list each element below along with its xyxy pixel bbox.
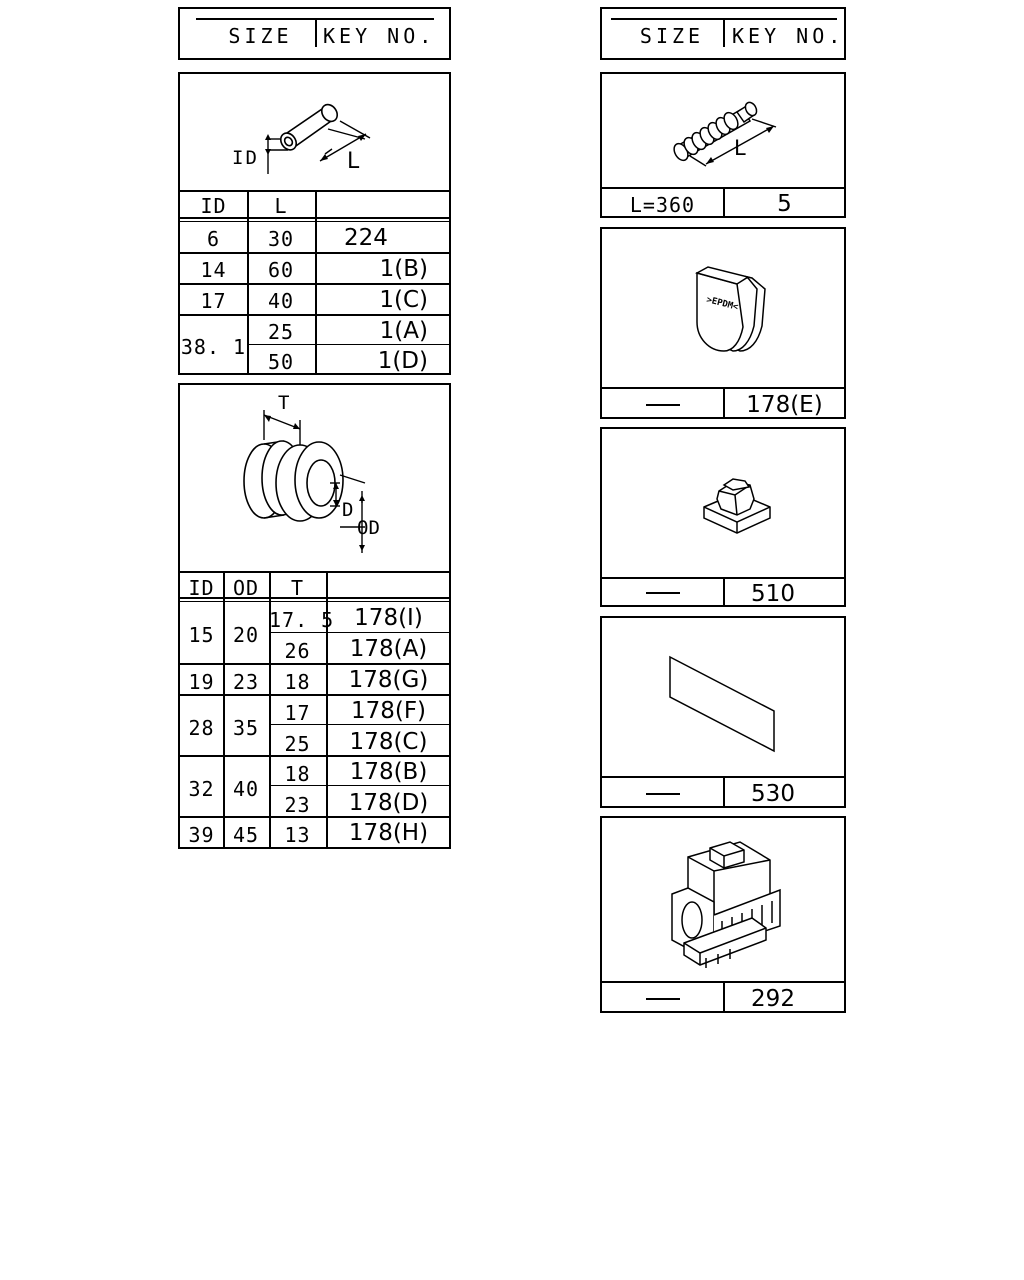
connector-block-diagram bbox=[602, 818, 846, 981]
tube-col-l: L bbox=[274, 194, 288, 218]
corrugated-tube-diagram bbox=[602, 74, 846, 187]
tube-row-1-l: 30 bbox=[267, 227, 295, 251]
tube-block bbox=[178, 72, 451, 375]
corrugated-l-label: L bbox=[734, 136, 746, 160]
grommet-row-8-od: 45 bbox=[232, 823, 260, 847]
right-header-box bbox=[600, 7, 846, 60]
grommet-row-4-t: 17 bbox=[284, 701, 311, 725]
clip-panel bbox=[600, 427, 846, 607]
grommet-row-6-key: 178(B) bbox=[349, 759, 428, 785]
clip-size-dash bbox=[646, 592, 680, 594]
grommet-row-6-od: 40 bbox=[232, 777, 260, 801]
tube-diagram bbox=[180, 74, 451, 191]
tube-col-id: ID bbox=[200, 194, 227, 218]
tube-id-label: ID bbox=[232, 147, 259, 169]
left-header-box bbox=[178, 7, 451, 60]
grommet-row-6-id: 32 bbox=[188, 777, 215, 801]
grommet-row-3-key: 178(G) bbox=[348, 667, 429, 693]
grommet-row-1-id: 15 bbox=[188, 623, 215, 647]
left-size-header: SIZE bbox=[228, 24, 293, 48]
right-size-header: SIZE bbox=[639, 24, 705, 48]
connector-key: 292 bbox=[751, 986, 795, 1012]
grommet-row-1-od: 20 bbox=[232, 623, 260, 647]
grommet-row-6-t: 18 bbox=[284, 762, 311, 786]
grommet-row-4-key: 178(F) bbox=[350, 698, 427, 724]
grommet-row-3-id: 19 bbox=[188, 670, 215, 694]
grommet-row-8-id: 39 bbox=[188, 823, 215, 847]
tube-row-2-key: 1(B) bbox=[379, 256, 428, 282]
grommet-row-5-key: 178(C) bbox=[349, 729, 428, 755]
grommet-col-od: OD bbox=[232, 576, 260, 600]
tube-row-1-key: 224 bbox=[344, 225, 388, 251]
grommet-row-8-key: 178(H) bbox=[348, 820, 429, 846]
left-key-header: KEY NO. bbox=[323, 24, 436, 48]
tube-row-2-id: 14 bbox=[200, 258, 227, 282]
tube-row-5-key: 1(D) bbox=[377, 348, 428, 374]
grommet-row-8-t: 13 bbox=[284, 823, 311, 847]
connector-block-panel bbox=[600, 816, 846, 1013]
grommet-row-2-t: 26 bbox=[284, 639, 311, 663]
grommet-row-7-key: 178(D) bbox=[348, 790, 429, 816]
grommet-row-4-od: 35 bbox=[232, 716, 260, 740]
grommet-row-5-t: 25 bbox=[284, 732, 311, 756]
tube-row-4-key: 1(A) bbox=[379, 318, 428, 344]
epdm-label: >EPDM< bbox=[705, 295, 740, 313]
tube-length-label: L bbox=[347, 149, 360, 174]
grommet-row-1-t: 17. 5 bbox=[269, 608, 335, 632]
tube-row-3-l: 40 bbox=[267, 289, 295, 313]
corrugated-key: 5 bbox=[777, 191, 792, 217]
epdm-cap-panel bbox=[600, 227, 846, 419]
grommet-t-label: T bbox=[278, 392, 290, 414]
corrugated-size: L=360 bbox=[629, 193, 696, 217]
tube-row-3-id: 17 bbox=[200, 289, 227, 313]
grommet-row-1-key: 178(I) bbox=[354, 605, 423, 631]
grommet-d-label: D bbox=[342, 499, 354, 521]
grommet-row-4-id: 28 bbox=[188, 716, 215, 740]
tape-strip-diagram bbox=[602, 618, 846, 776]
connector-size-dash bbox=[646, 998, 680, 1000]
grommet-row-3-od: 23 bbox=[232, 670, 260, 694]
epdm-cap-diagram bbox=[602, 229, 846, 387]
clip-key: 510 bbox=[751, 581, 795, 607]
grommet-row-7-t: 23 bbox=[284, 793, 311, 817]
epdm-key: 178(E) bbox=[746, 392, 823, 418]
right-key-header: KEY NO. bbox=[732, 24, 845, 48]
epdm-size-dash bbox=[646, 404, 680, 406]
corrugated-tube-panel bbox=[600, 72, 846, 218]
clip-diagram bbox=[602, 429, 846, 577]
grommet-row-3-t: 18 bbox=[284, 670, 311, 694]
tube-row-4-l: 25 bbox=[267, 320, 295, 344]
tube-row-3-key: 1(C) bbox=[379, 287, 428, 313]
tube-row-4-id: 38. 1 bbox=[180, 335, 247, 359]
tube-row-1-id: 6 bbox=[206, 227, 221, 251]
grommet-block bbox=[178, 383, 451, 849]
tape-key: 530 bbox=[751, 781, 795, 807]
tape-size-dash bbox=[646, 793, 680, 795]
grommet-col-t: T bbox=[290, 576, 305, 600]
grommet-col-id: ID bbox=[188, 576, 215, 600]
tape-strip-panel bbox=[600, 616, 846, 808]
grommet-diagram bbox=[180, 385, 451, 572]
grommet-row-2-key: 178(A) bbox=[349, 636, 428, 662]
tube-row-2-l: 60 bbox=[267, 258, 295, 282]
grommet-od-label: OD bbox=[357, 517, 380, 539]
tube-row-5-l: 50 bbox=[267, 350, 295, 374]
